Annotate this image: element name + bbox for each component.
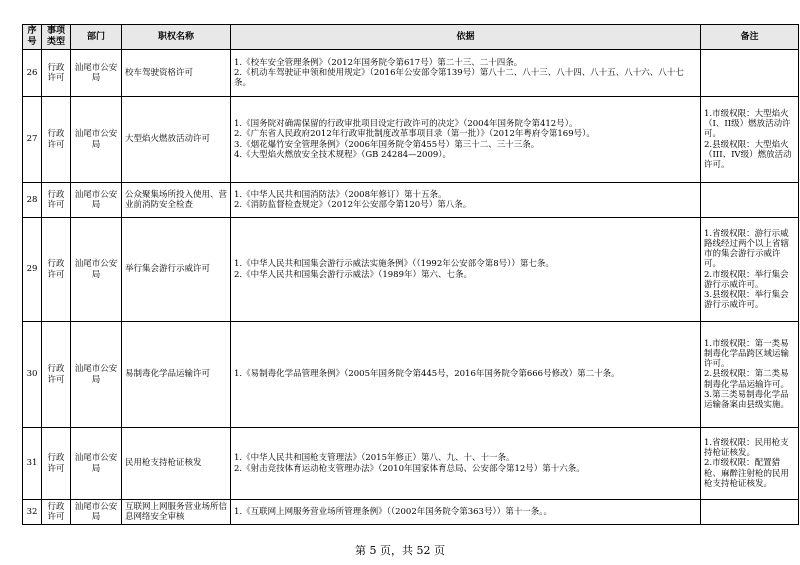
header-name: 职权名称	[122, 25, 231, 50]
basis-line: 1.《国务院对确需保留的行政审批项目设定行政许可的决定》（2004年国务院令第412号）。	[234, 119, 578, 130]
row-basis	[231, 50, 701, 97]
row-type: 行政许可	[42, 50, 71, 97]
row-note	[701, 218, 799, 322]
row-seq: 27	[23, 97, 42, 183]
row-type: 行政许可	[42, 322, 71, 428]
row-note	[701, 50, 799, 97]
row-seq: 32	[23, 500, 42, 525]
row-dept: 汕尾市公安局	[71, 322, 122, 428]
basis-line: 4.《大型焰火燃放安全技术规程》（GB 24284—2009）。	[234, 149, 452, 160]
row-basis	[231, 183, 701, 218]
row-basis	[231, 428, 701, 500]
row-dept: 汕尾市公安局	[71, 428, 122, 500]
header-basis: 依据	[231, 25, 701, 50]
note-line: 1.市级权限：第一类易制毒化学品跨区域运输许可。	[704, 338, 790, 370]
table-row	[23, 218, 799, 322]
note-line: 2.市级权限：举行集会游行示威许可。	[704, 269, 789, 290]
row-note	[701, 183, 799, 218]
row-note	[701, 322, 799, 428]
basis-line: 2.《广东省人民政府2012年行政审批制度改革事项目录（第一批）》（2012年粤府令第169号）。	[234, 129, 595, 140]
row-dept: 汕尾市公安局	[71, 50, 122, 97]
header-type: 事项类型	[42, 25, 71, 50]
basis-line: 3.《烟花爆竹安全管理条例》（2006年国务院令第455号）第三十二、三十三条。	[234, 139, 540, 150]
row-note	[701, 97, 799, 183]
note-line: 3.县级权限：举行集会游行示威许可。	[704, 289, 789, 311]
row-seq: 28	[23, 183, 42, 218]
row-note	[701, 428, 799, 500]
row-seq: 29	[23, 218, 42, 322]
row-seq: 30	[23, 322, 42, 428]
basis-line: 1.《中华人民共和国集会游行示威法实施条例》（（1992年公安部令第8号））第七条。	[234, 259, 554, 270]
header-dept: 部门	[71, 25, 122, 50]
basis-line: 1.《中华人民共和国枪支管理法》（2015年修正）第八、九、十、十一条。	[234, 453, 515, 464]
basis-line: 1.《易制毒化学品管理条例》（2005年国务院令第445号，2016年国务院令第666号修改）第二十条。	[234, 369, 620, 380]
row-name: 互联网上网服务营业场所信息网络安全审核	[122, 500, 231, 525]
row-type: 行政许可	[42, 218, 71, 322]
page-footer: 第 5 页，共 52 页	[355, 544, 445, 557]
basis-line: 2.《射击竞技体育运动枪支管理办法》（2010年国家体育总局、公安部令第12号）第十六条。	[234, 463, 585, 474]
table-row	[23, 183, 799, 218]
row-basis	[231, 218, 701, 322]
basis-line: 1.《中华人民共和国消防法》（2008年修订）第十五条。	[234, 189, 447, 200]
row-name: 校车驾驶资格许可	[122, 50, 231, 97]
basis-line: 2.《中华人民共和国集会游行示威法》（1989年）第六、七条。	[234, 269, 472, 280]
note-line: 1.省级权限：民用枪支持枪证核发。	[704, 438, 789, 459]
header-note: 备注	[701, 25, 799, 50]
header-seq: 序号	[23, 25, 42, 50]
basis-line: 1.《互联网上网服务营业场所管理条例》（（2002年国务院令第363号））第十一条。。	[234, 506, 552, 517]
row-type: 行政许可	[42, 97, 71, 183]
table-row	[23, 50, 799, 97]
row-type: 行政许可	[42, 500, 71, 525]
row-dept: 汕尾市公安局	[71, 97, 122, 183]
row-name: 举行集会游行示威许可	[122, 218, 231, 322]
header-row	[23, 25, 799, 50]
note-line: 2.县级权限：第二类易制毒化学品运输许可。	[704, 369, 790, 390]
note-line: 3.第三类易制毒化学品运输备案由县级实施。	[704, 389, 790, 410]
row-basis	[231, 322, 701, 428]
row-dept: 汕尾市公安局	[71, 183, 122, 218]
row-seq: 26	[23, 50, 42, 97]
table-row	[23, 322, 799, 428]
note-line: 1.省级权限：游行示威路线经过两个以上省辖市的集会游行示威许可。	[704, 228, 790, 270]
row-name: 易制毒化学品运输许可	[122, 322, 231, 428]
table-row	[23, 428, 799, 500]
row-type: 行政许可	[42, 183, 71, 218]
row-dept: 汕尾市公安局	[71, 500, 122, 525]
note-line: 2.市级权限：配置猎枪、麻醉注射枪的民用枪支持枪证核发。	[704, 458, 790, 489]
table-row	[23, 500, 799, 525]
authority-table	[22, 24, 799, 525]
row-note	[701, 500, 799, 525]
table-row	[23, 97, 799, 183]
row-type: 行政许可	[42, 428, 71, 500]
row-basis	[231, 500, 701, 525]
row-name: 民用枪支持枪证核发	[122, 428, 231, 500]
row-seq: 31	[23, 428, 42, 500]
basis-line: 1.《校车安全管理条例》（2012年国务院令第617号）第二十三、二十四条。	[234, 57, 523, 68]
row-name: 公众聚集场所投入使用、营业前消防安全检查	[122, 183, 231, 218]
basis-line: 2.《消防监督检查规定》（2012年公安部令第120号）第八条。	[234, 200, 472, 210]
row-name: 大型焰火燃放活动许可	[122, 97, 231, 183]
basis-line: 2.《机动车驾驶证申领和使用规定》（2016年公安部令第139号）第八十二、八十三、八十四、八十五、八十六、八十七条。	[234, 67, 684, 89]
note-line: 1.市级权限：大型焰火（I、II级）燃放活动许可。	[704, 108, 791, 140]
row-dept: 汕尾市公安局	[71, 218, 122, 322]
row-basis	[231, 97, 701, 183]
note-line: 2.县级权限：大型焰火（III、IV级）燃放活动许可。	[704, 139, 792, 170]
